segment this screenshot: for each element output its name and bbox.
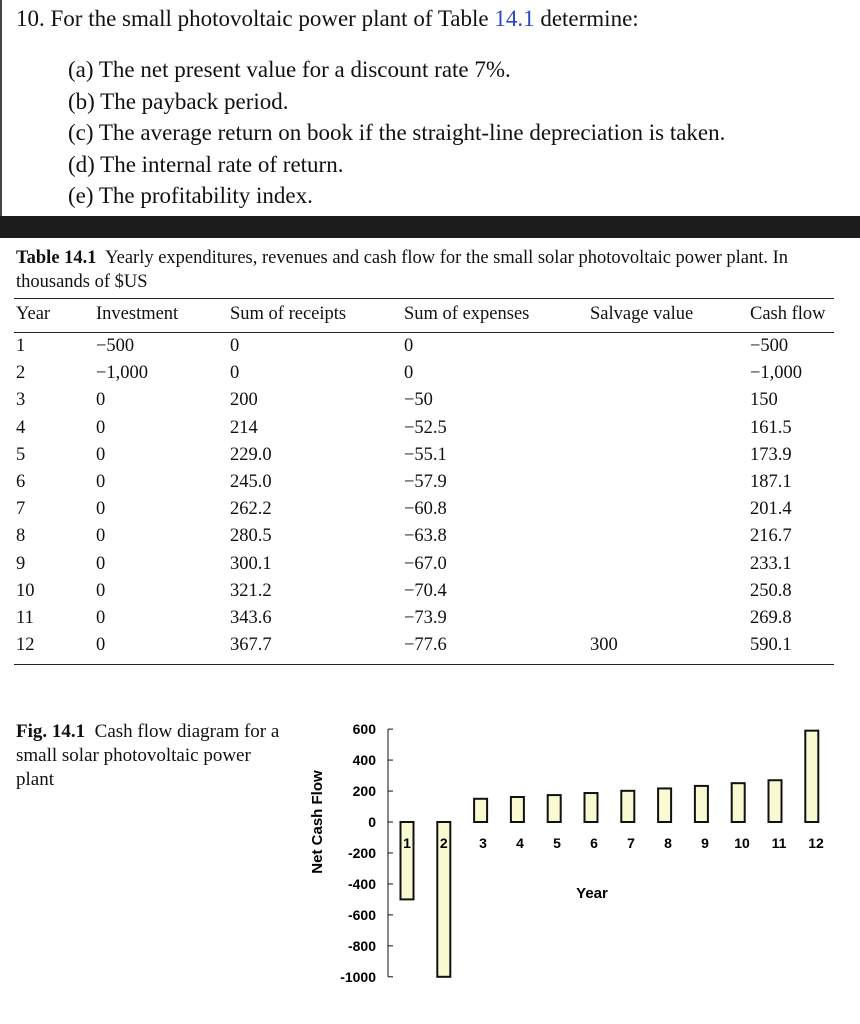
cell-investment: 0 [96, 417, 106, 438]
cell-investment: 0 [96, 526, 106, 547]
cell-expenses: −50 [404, 390, 433, 411]
cell-investment: 0 [96, 635, 106, 656]
cell-receipts: 214 [230, 417, 258, 438]
table-figure-card [0, 238, 860, 1024]
cell-expenses: 0 [404, 336, 414, 356]
x-tick-label: 5 [553, 835, 561, 851]
cell-year: 9 [16, 553, 26, 574]
header-investment: Investment [96, 304, 179, 324]
cell-expenses: −60.8 [404, 499, 447, 520]
cell-cashflow: 201.4 [750, 499, 792, 520]
cell-cashflow: 216.7 [750, 526, 792, 547]
cell-year: 6 [16, 472, 26, 492]
question-card [0, 0, 860, 216]
cell-receipts: 262.2 [230, 499, 272, 520]
header-expenses: Sum of expenses [404, 304, 530, 324]
cell-expenses: −55.1 [404, 444, 447, 465]
cell-receipts: 0 [230, 336, 240, 356]
cell-cashflow: 590.1 [750, 635, 792, 656]
cell-expenses: −73.9 [404, 608, 447, 628]
cell-receipts: 367.7 [230, 635, 272, 656]
cell-year: 12 [16, 635, 35, 656]
bar-year-12 [805, 731, 818, 822]
bar-year-1 [401, 822, 414, 899]
cell-year: 4 [16, 417, 26, 438]
y-tick-label: -400 [347, 875, 376, 892]
bar-year-10 [732, 783, 745, 822]
header-salvage: Salvage value [590, 304, 694, 324]
y-tick-label: -200 [347, 844, 376, 861]
cell-cashflow: −1,000 [750, 363, 803, 384]
cell-cashflow: 233.1 [750, 553, 792, 574]
x-tick-label: 6 [590, 835, 598, 851]
cell-investment: 0 [96, 553, 106, 574]
table-header-rule [14, 332, 834, 333]
cell-receipts: 343.6 [230, 608, 272, 628]
y-tick-label: -800 [347, 937, 376, 954]
cell-year: 2 [16, 363, 26, 384]
header-year: Year [16, 304, 51, 324]
question-item-d: (d) The internal rate of return. [68, 151, 344, 177]
x-tick-label: 1 [403, 835, 411, 851]
bar-year-8 [658, 788, 671, 822]
y-tick-label: 400 [352, 752, 376, 769]
header-cashflow: Cash flow [750, 304, 826, 324]
bar-year-4 [511, 797, 524, 822]
cell-investment: 0 [96, 580, 106, 601]
bar-year-11 [769, 780, 782, 822]
x-axis-label: Year [576, 885, 608, 902]
x-tick-label: 2 [439, 835, 448, 851]
cell-year: 1 [16, 336, 26, 356]
figure-caption-label: Fig. 14.1 [16, 721, 86, 742]
cell-cashflow: 250.8 [750, 580, 792, 601]
x-tick-label: 7 [627, 835, 635, 851]
cell-receipts: 245.0 [230, 472, 272, 492]
cell-cashflow: 173.9 [750, 444, 792, 465]
y-tick-label: 0 [368, 814, 376, 830]
cash-flow-chart [0, 708, 860, 1008]
table-bottom-rule [14, 664, 834, 665]
cell-expenses: −57.9 [404, 472, 447, 492]
cell-expenses: −77.6 [404, 635, 447, 656]
y-tick-label: -1000 [340, 968, 376, 985]
cell-expenses: −70.4 [404, 580, 447, 601]
cell-receipts: 229.0 [230, 444, 272, 465]
table-caption [16, 246, 846, 294]
bar-year-3 [474, 799, 487, 822]
question-tail: determine: [540, 6, 639, 31]
cell-receipts: 300.1 [230, 553, 272, 574]
cell-expenses: −63.8 [404, 526, 447, 547]
bar-year-5 [548, 795, 561, 822]
table-reference-link[interactable]: 14.1 [494, 6, 535, 31]
y-axis-label: Net Cash Flow [309, 770, 326, 874]
cell-cashflow: 269.8 [750, 608, 792, 628]
cell-year: 5 [16, 444, 26, 465]
cell-year: 10 [16, 580, 35, 601]
cell-investment: −500 [96, 336, 135, 356]
cell-investment: 0 [96, 608, 106, 628]
question-item-e: (e) The profitability index. [68, 183, 313, 208]
x-tick-label: 3 [479, 835, 487, 851]
y-tick-label: -600 [347, 906, 376, 923]
y-tick-label: 200 [352, 783, 376, 800]
x-tick-label: 8 [664, 835, 672, 851]
header-receipts: Sum of receipts [230, 304, 347, 324]
cell-investment: −1,000 [96, 363, 149, 384]
table-caption-text: Yearly expenditures, revenues and cash flow for the small solar photovoltaic power plant. In thousands of $US [16, 248, 789, 292]
cell-investment: 0 [96, 390, 106, 411]
cell-cashflow: −500 [750, 336, 789, 356]
x-tick-label: 9 [701, 835, 709, 851]
cell-year: 7 [16, 499, 26, 520]
x-tick-label: 4 [516, 835, 524, 851]
cell-cashflow: 150 [750, 390, 778, 411]
cell-investment: 0 [96, 499, 106, 520]
bar-year-9 [695, 786, 708, 822]
cell-investment: 0 [96, 472, 106, 492]
x-tick-label: 12 [808, 835, 824, 851]
question-lead: 10. For the small photovoltaic power plant of Table [16, 6, 489, 31]
question-items [68, 54, 725, 212]
bar-year-7 [621, 791, 634, 822]
cell-receipts: 321.2 [230, 580, 272, 601]
question-heading [16, 6, 639, 32]
cell-year: 3 [16, 390, 26, 411]
cell-cashflow: 187.1 [750, 472, 792, 492]
table-caption-label: Table 14.1 [16, 248, 97, 268]
cell-receipts: 0 [230, 363, 240, 384]
cell-cashflow: 161.5 [750, 417, 792, 438]
bar-year-6 [585, 793, 598, 822]
question-item-a: (a) The net present value for a discount rate 7%. [68, 57, 511, 82]
figure-caption-text: Cash flow diagram for a small solar photovoltaic power plant [16, 721, 280, 790]
cell-salvage: 300 [590, 635, 618, 656]
cell-year: 11 [16, 608, 34, 628]
cell-expenses: −67.0 [404, 553, 447, 574]
cell-receipts: 280.5 [230, 526, 272, 547]
x-tick-label: 11 [771, 835, 787, 851]
question-item-b: (b) The payback period. [68, 88, 289, 114]
cell-expenses: −52.5 [404, 417, 447, 438]
x-tick-label: 10 [734, 835, 750, 851]
question-item-c: (c) The average return on book if the straight-line depreciation is taken. [68, 120, 726, 145]
cell-expenses: 0 [404, 363, 414, 384]
cell-year: 8 [16, 526, 26, 547]
table-top-rule [14, 298, 834, 299]
cell-investment: 0 [96, 444, 106, 465]
y-tick-label: 600 [352, 721, 376, 738]
cell-receipts: 200 [230, 390, 258, 411]
